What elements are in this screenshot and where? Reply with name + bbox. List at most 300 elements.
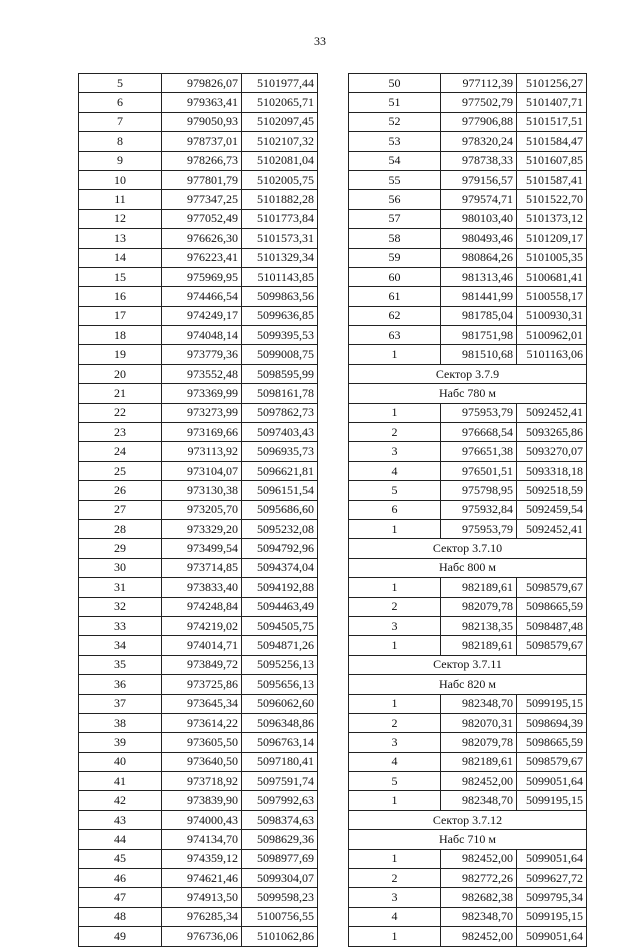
table-row — [79, 675, 318, 694]
y-coordinate-cell: 5098579,67 — [517, 752, 587, 771]
point-number-cell: 10 — [79, 170, 162, 189]
table-row — [79, 694, 318, 713]
table-row — [349, 869, 587, 888]
x-coordinate-cell: 974913,50 — [162, 888, 242, 907]
y-coordinate-cell: 5099795,34 — [517, 888, 587, 907]
table-row — [349, 519, 587, 538]
point-number-cell: 35 — [79, 655, 162, 674]
x-coordinate-cell: 973614,22 — [162, 713, 242, 732]
section-title: Сектор 3.7.12 — [349, 810, 587, 829]
point-number-cell: 38 — [79, 713, 162, 732]
y-coordinate-cell: 5095232,08 — [242, 519, 318, 538]
y-coordinate-cell: 5095656,13 — [242, 675, 318, 694]
point-number-cell: 59 — [349, 248, 441, 267]
section-title: Набс 710 м — [349, 830, 587, 849]
section-header-row — [349, 655, 587, 674]
table-row — [79, 849, 318, 868]
y-coordinate-cell: 5096935,73 — [242, 442, 318, 461]
table-row — [79, 403, 318, 422]
section-header-row — [349, 364, 587, 383]
x-coordinate-cell: 982189,61 — [441, 636, 517, 655]
x-coordinate-cell: 980103,40 — [441, 209, 517, 228]
point-number-cell: 40 — [79, 752, 162, 771]
y-coordinate-cell: 5097180,41 — [242, 752, 318, 771]
x-coordinate-cell: 973329,20 — [162, 519, 242, 538]
table-row — [79, 190, 318, 209]
table-row — [79, 655, 318, 674]
x-coordinate-cell: 974249,17 — [162, 306, 242, 325]
y-coordinate-cell: 5092518,59 — [517, 481, 587, 500]
table-row — [79, 326, 318, 345]
y-coordinate-cell: 5096621,81 — [242, 461, 318, 480]
y-coordinate-cell: 5099195,15 — [517, 907, 587, 926]
point-number-cell: 58 — [349, 229, 441, 248]
y-coordinate-cell: 5097403,43 — [242, 423, 318, 442]
y-coordinate-cell: 5099395,53 — [242, 326, 318, 345]
point-number-cell: 8 — [79, 132, 162, 151]
table-row — [79, 597, 318, 616]
table-row — [349, 442, 587, 461]
y-coordinate-cell: 5099051,64 — [517, 849, 587, 868]
table-row — [79, 423, 318, 442]
point-number-cell: 32 — [79, 597, 162, 616]
x-coordinate-cell: 973369,99 — [162, 384, 242, 403]
y-coordinate-cell: 5094505,75 — [242, 616, 318, 635]
y-coordinate-cell: 5098665,59 — [517, 733, 587, 752]
y-coordinate-cell: 5101329,34 — [242, 248, 318, 267]
table-row — [349, 907, 587, 926]
point-number-cell: 6 — [79, 93, 162, 112]
table-row — [349, 132, 587, 151]
point-number-cell: 7 — [79, 112, 162, 131]
table-row — [79, 287, 318, 306]
x-coordinate-cell: 974359,12 — [162, 849, 242, 868]
y-coordinate-cell: 5099051,64 — [517, 772, 587, 791]
y-coordinate-cell: 5094374,04 — [242, 558, 318, 577]
section-title: Сектор 3.7.11 — [349, 655, 587, 674]
table-row — [349, 888, 587, 907]
y-coordinate-cell: 5102097,45 — [242, 112, 318, 131]
x-coordinate-cell: 982772,26 — [441, 869, 517, 888]
y-coordinate-cell: 5098579,67 — [517, 636, 587, 655]
point-number-cell: 1 — [349, 578, 441, 597]
point-number-cell: 33 — [79, 616, 162, 635]
x-coordinate-cell: 981441,99 — [441, 287, 517, 306]
x-coordinate-cell: 973725,86 — [162, 675, 242, 694]
y-coordinate-cell: 5099195,15 — [517, 791, 587, 810]
y-coordinate-cell: 5098694,39 — [517, 713, 587, 732]
table-row — [79, 772, 318, 791]
point-number-cell: 1 — [349, 636, 441, 655]
coordinates-table-right — [348, 73, 587, 947]
table-row — [349, 616, 587, 635]
x-coordinate-cell: 982348,70 — [441, 694, 517, 713]
table-row — [79, 927, 318, 946]
point-number-cell: 5 — [349, 481, 441, 500]
point-number-cell: 27 — [79, 500, 162, 519]
x-coordinate-cell: 973640,50 — [162, 752, 242, 771]
x-coordinate-cell: 974248,84 — [162, 597, 242, 616]
section-header-row — [349, 810, 587, 829]
point-number-cell: 1 — [349, 345, 441, 364]
point-number-cell: 9 — [79, 151, 162, 170]
y-coordinate-cell: 5099051,64 — [517, 927, 587, 946]
point-number-cell: 1 — [349, 927, 441, 946]
x-coordinate-cell: 982138,35 — [441, 616, 517, 635]
table-row — [79, 229, 318, 248]
x-coordinate-cell: 973833,40 — [162, 578, 242, 597]
table-row — [79, 558, 318, 577]
point-number-cell: 25 — [79, 461, 162, 480]
table-row — [79, 713, 318, 732]
y-coordinate-cell: 5102065,71 — [242, 93, 318, 112]
table-row — [79, 74, 318, 93]
section-title: Сектор 3.7.9 — [349, 364, 587, 383]
y-coordinate-cell: 5101607,85 — [517, 151, 587, 170]
table-row — [349, 461, 587, 480]
section-title: Набс 820 м — [349, 675, 587, 694]
point-number-cell: 20 — [79, 364, 162, 383]
x-coordinate-cell: 973714,85 — [162, 558, 242, 577]
x-coordinate-cell: 973273,99 — [162, 403, 242, 422]
point-number-cell: 1 — [349, 519, 441, 538]
table-row — [79, 364, 318, 383]
x-coordinate-cell: 980864,26 — [441, 248, 517, 267]
table-row — [349, 345, 587, 364]
y-coordinate-cell: 5101209,17 — [517, 229, 587, 248]
x-coordinate-cell: 977052,49 — [162, 209, 242, 228]
y-coordinate-cell: 5094792,96 — [242, 539, 318, 558]
point-number-cell: 47 — [79, 888, 162, 907]
x-coordinate-cell: 977347,25 — [162, 190, 242, 209]
y-coordinate-cell: 5094463,49 — [242, 597, 318, 616]
x-coordinate-cell: 978266,73 — [162, 151, 242, 170]
point-number-cell: 41 — [79, 772, 162, 791]
point-number-cell: 55 — [349, 170, 441, 189]
x-coordinate-cell: 977502,79 — [441, 93, 517, 112]
table-row — [79, 170, 318, 189]
table-row — [349, 791, 587, 810]
x-coordinate-cell: 976651,38 — [441, 442, 517, 461]
table-row — [349, 636, 587, 655]
x-coordinate-cell: 982079,78 — [441, 597, 517, 616]
table-row — [349, 151, 587, 170]
x-coordinate-cell: 973718,92 — [162, 772, 242, 791]
point-number-cell: 2 — [349, 597, 441, 616]
point-number-cell: 45 — [79, 849, 162, 868]
x-coordinate-cell: 973104,07 — [162, 461, 242, 480]
table-row — [79, 578, 318, 597]
point-number-cell: 62 — [349, 306, 441, 325]
y-coordinate-cell: 5098595,99 — [242, 364, 318, 383]
point-number-cell: 36 — [79, 675, 162, 694]
page-number: 33 — [314, 34, 326, 48]
point-number-cell: 63 — [349, 326, 441, 345]
point-number-cell: 30 — [79, 558, 162, 577]
table-row — [79, 888, 318, 907]
y-coordinate-cell: 5101256,27 — [517, 74, 587, 93]
table-row — [79, 112, 318, 131]
point-number-cell: 5 — [79, 74, 162, 93]
table-row — [349, 248, 587, 267]
table-row — [349, 306, 587, 325]
x-coordinate-cell: 975969,95 — [162, 267, 242, 286]
y-coordinate-cell: 5099598,23 — [242, 888, 318, 907]
x-coordinate-cell: 982348,70 — [441, 907, 517, 926]
y-coordinate-cell: 5096062,60 — [242, 694, 318, 713]
table-row — [349, 326, 587, 345]
point-number-cell: 15 — [79, 267, 162, 286]
table-row — [79, 810, 318, 829]
y-coordinate-cell: 5101773,84 — [242, 209, 318, 228]
point-number-cell: 42 — [79, 791, 162, 810]
section-header-row — [349, 539, 587, 558]
table-row — [79, 733, 318, 752]
table-row — [349, 578, 587, 597]
section-title: Сектор 3.7.10 — [349, 539, 587, 558]
table-row — [349, 229, 587, 248]
x-coordinate-cell: 976501,51 — [441, 461, 517, 480]
x-coordinate-cell: 982348,70 — [441, 791, 517, 810]
x-coordinate-cell: 973849,72 — [162, 655, 242, 674]
table-row — [79, 267, 318, 286]
point-number-cell: 17 — [79, 306, 162, 325]
point-number-cell: 19 — [79, 345, 162, 364]
point-number-cell: 54 — [349, 151, 441, 170]
table-row — [349, 287, 587, 306]
point-number-cell: 3 — [349, 733, 441, 752]
y-coordinate-cell: 5098161,78 — [242, 384, 318, 403]
x-coordinate-cell: 976626,30 — [162, 229, 242, 248]
table-row — [349, 170, 587, 189]
y-coordinate-cell: 5101373,12 — [517, 209, 587, 228]
x-coordinate-cell: 974014,71 — [162, 636, 242, 655]
y-coordinate-cell: 5099627,72 — [517, 869, 587, 888]
point-number-cell: 52 — [349, 112, 441, 131]
x-coordinate-cell: 976223,41 — [162, 248, 242, 267]
y-coordinate-cell: 5097992,63 — [242, 791, 318, 810]
point-number-cell: 44 — [79, 830, 162, 849]
point-number-cell: 12 — [79, 209, 162, 228]
x-coordinate-cell: 975798,95 — [441, 481, 517, 500]
point-number-cell: 11 — [79, 190, 162, 209]
section-header-row — [349, 558, 587, 577]
table-row — [349, 267, 587, 286]
y-coordinate-cell: 5093270,07 — [517, 442, 587, 461]
x-coordinate-cell: 973130,38 — [162, 481, 242, 500]
y-coordinate-cell: 5098374,63 — [242, 810, 318, 829]
point-number-cell: 61 — [349, 287, 441, 306]
y-coordinate-cell: 5099636,85 — [242, 306, 318, 325]
x-coordinate-cell: 973113,92 — [162, 442, 242, 461]
point-number-cell: 60 — [349, 267, 441, 286]
point-number-cell: 5 — [349, 772, 441, 791]
y-coordinate-cell: 5095686,60 — [242, 500, 318, 519]
x-coordinate-cell: 976736,06 — [162, 927, 242, 946]
point-number-cell: 1 — [349, 403, 441, 422]
point-number-cell: 16 — [79, 287, 162, 306]
y-coordinate-cell: 5097862,73 — [242, 403, 318, 422]
table-row — [79, 248, 318, 267]
point-number-cell: 53 — [349, 132, 441, 151]
x-coordinate-cell: 982452,00 — [441, 927, 517, 946]
y-coordinate-cell: 5099863,56 — [242, 287, 318, 306]
x-coordinate-cell: 974048,14 — [162, 326, 242, 345]
table-row — [349, 423, 587, 442]
table-row — [349, 74, 587, 93]
x-coordinate-cell: 975932,84 — [441, 500, 517, 519]
point-number-cell: 3 — [349, 888, 441, 907]
x-coordinate-cell: 981313,46 — [441, 267, 517, 286]
table-row — [79, 461, 318, 480]
point-number-cell: 3 — [349, 442, 441, 461]
y-coordinate-cell: 5102107,32 — [242, 132, 318, 151]
x-coordinate-cell: 982189,61 — [441, 578, 517, 597]
x-coordinate-cell: 979050,93 — [162, 112, 242, 131]
x-coordinate-cell: 982070,31 — [441, 713, 517, 732]
table-row — [79, 752, 318, 771]
x-coordinate-cell: 979574,71 — [441, 190, 517, 209]
y-coordinate-cell: 5098629,36 — [242, 830, 318, 849]
table-row — [79, 209, 318, 228]
table-row — [349, 112, 587, 131]
x-coordinate-cell: 974466,54 — [162, 287, 242, 306]
x-coordinate-cell: 973552,48 — [162, 364, 242, 383]
point-number-cell: 4 — [349, 461, 441, 480]
point-number-cell: 50 — [349, 74, 441, 93]
y-coordinate-cell: 5101062,86 — [242, 927, 318, 946]
y-coordinate-cell: 5098665,59 — [517, 597, 587, 616]
y-coordinate-cell: 5093265,86 — [517, 423, 587, 442]
point-number-cell: 23 — [79, 423, 162, 442]
y-coordinate-cell: 5099195,15 — [517, 694, 587, 713]
y-coordinate-cell: 5101584,47 — [517, 132, 587, 151]
table-row — [349, 500, 587, 519]
y-coordinate-cell: 5099304,07 — [242, 869, 318, 888]
x-coordinate-cell: 981510,68 — [441, 345, 517, 364]
table-row — [349, 772, 587, 791]
point-number-cell: 6 — [349, 500, 441, 519]
section-header-row — [349, 830, 587, 849]
table-row — [349, 752, 587, 771]
x-coordinate-cell: 974000,43 — [162, 810, 242, 829]
x-coordinate-cell: 979363,41 — [162, 93, 242, 112]
y-coordinate-cell: 5097591,74 — [242, 772, 318, 791]
point-number-cell: 46 — [79, 869, 162, 888]
y-coordinate-cell: 5101882,28 — [242, 190, 318, 209]
point-number-cell: 14 — [79, 248, 162, 267]
table-row — [349, 190, 587, 209]
x-coordinate-cell: 973779,36 — [162, 345, 242, 364]
point-number-cell: 4 — [349, 907, 441, 926]
point-number-cell: 4 — [349, 752, 441, 771]
table-row — [349, 597, 587, 616]
point-number-cell: 13 — [79, 229, 162, 248]
coordinates-table-left — [78, 73, 318, 947]
x-coordinate-cell: 978738,33 — [441, 151, 517, 170]
point-number-cell: 2 — [349, 869, 441, 888]
y-coordinate-cell: 5101977,44 — [242, 74, 318, 93]
y-coordinate-cell: 5098579,67 — [517, 578, 587, 597]
table-row — [79, 616, 318, 635]
x-coordinate-cell: 979826,07 — [162, 74, 242, 93]
y-coordinate-cell: 5100930,31 — [517, 306, 587, 325]
y-coordinate-cell: 5094192,88 — [242, 578, 318, 597]
point-number-cell: 56 — [349, 190, 441, 209]
y-coordinate-cell: 5101005,35 — [517, 248, 587, 267]
y-coordinate-cell: 5092452,41 — [517, 403, 587, 422]
y-coordinate-cell: 5096151,54 — [242, 481, 318, 500]
table-row — [349, 93, 587, 112]
point-number-cell: 34 — [79, 636, 162, 655]
point-number-cell: 28 — [79, 519, 162, 538]
y-coordinate-cell: 5100558,17 — [517, 287, 587, 306]
y-coordinate-cell: 5093318,18 — [517, 461, 587, 480]
x-coordinate-cell: 973169,66 — [162, 423, 242, 442]
y-coordinate-cell: 5096763,14 — [242, 733, 318, 752]
y-coordinate-cell: 5096348,86 — [242, 713, 318, 732]
table-row — [79, 442, 318, 461]
section-header-row — [349, 675, 587, 694]
y-coordinate-cell: 5101522,70 — [517, 190, 587, 209]
table-row — [79, 869, 318, 888]
x-coordinate-cell: 982189,61 — [441, 752, 517, 771]
x-coordinate-cell: 981751,98 — [441, 326, 517, 345]
x-coordinate-cell: 976668,54 — [441, 423, 517, 442]
x-coordinate-cell: 978737,01 — [162, 132, 242, 151]
point-number-cell: 37 — [79, 694, 162, 713]
table-row — [349, 927, 587, 946]
x-coordinate-cell: 975953,79 — [441, 403, 517, 422]
y-coordinate-cell: 5101163,06 — [517, 345, 587, 364]
point-number-cell: 2 — [349, 713, 441, 732]
point-number-cell: 24 — [79, 442, 162, 461]
table-row — [79, 151, 318, 170]
y-coordinate-cell: 5099008,75 — [242, 345, 318, 364]
x-coordinate-cell: 974621,46 — [162, 869, 242, 888]
x-coordinate-cell: 982079,78 — [441, 733, 517, 752]
x-coordinate-cell: 973839,90 — [162, 791, 242, 810]
y-coordinate-cell: 5092452,41 — [517, 519, 587, 538]
y-coordinate-cell: 5094871,26 — [242, 636, 318, 655]
y-coordinate-cell: 5100962,01 — [517, 326, 587, 345]
y-coordinate-cell: 5098487,48 — [517, 616, 587, 635]
section-title: Набс 800 м — [349, 558, 587, 577]
point-number-cell: 1 — [349, 694, 441, 713]
y-coordinate-cell: 5100756,55 — [242, 907, 318, 926]
point-number-cell: 2 — [349, 423, 441, 442]
y-coordinate-cell: 5100681,41 — [517, 267, 587, 286]
y-coordinate-cell: 5095256,13 — [242, 655, 318, 674]
point-number-cell: 31 — [79, 578, 162, 597]
table-row — [79, 519, 318, 538]
point-number-cell: 26 — [79, 481, 162, 500]
table-row — [349, 481, 587, 500]
table-row — [79, 132, 318, 151]
x-coordinate-cell: 975953,79 — [441, 519, 517, 538]
point-number-cell: 18 — [79, 326, 162, 345]
table-row — [349, 849, 587, 868]
x-coordinate-cell: 982452,00 — [441, 772, 517, 791]
x-coordinate-cell: 981785,04 — [441, 306, 517, 325]
x-coordinate-cell: 974219,02 — [162, 616, 242, 635]
point-number-cell: 51 — [349, 93, 441, 112]
point-number-cell: 29 — [79, 539, 162, 558]
table-row — [349, 733, 587, 752]
y-coordinate-cell: 5101573,31 — [242, 229, 318, 248]
x-coordinate-cell: 973645,34 — [162, 694, 242, 713]
table-row — [349, 694, 587, 713]
